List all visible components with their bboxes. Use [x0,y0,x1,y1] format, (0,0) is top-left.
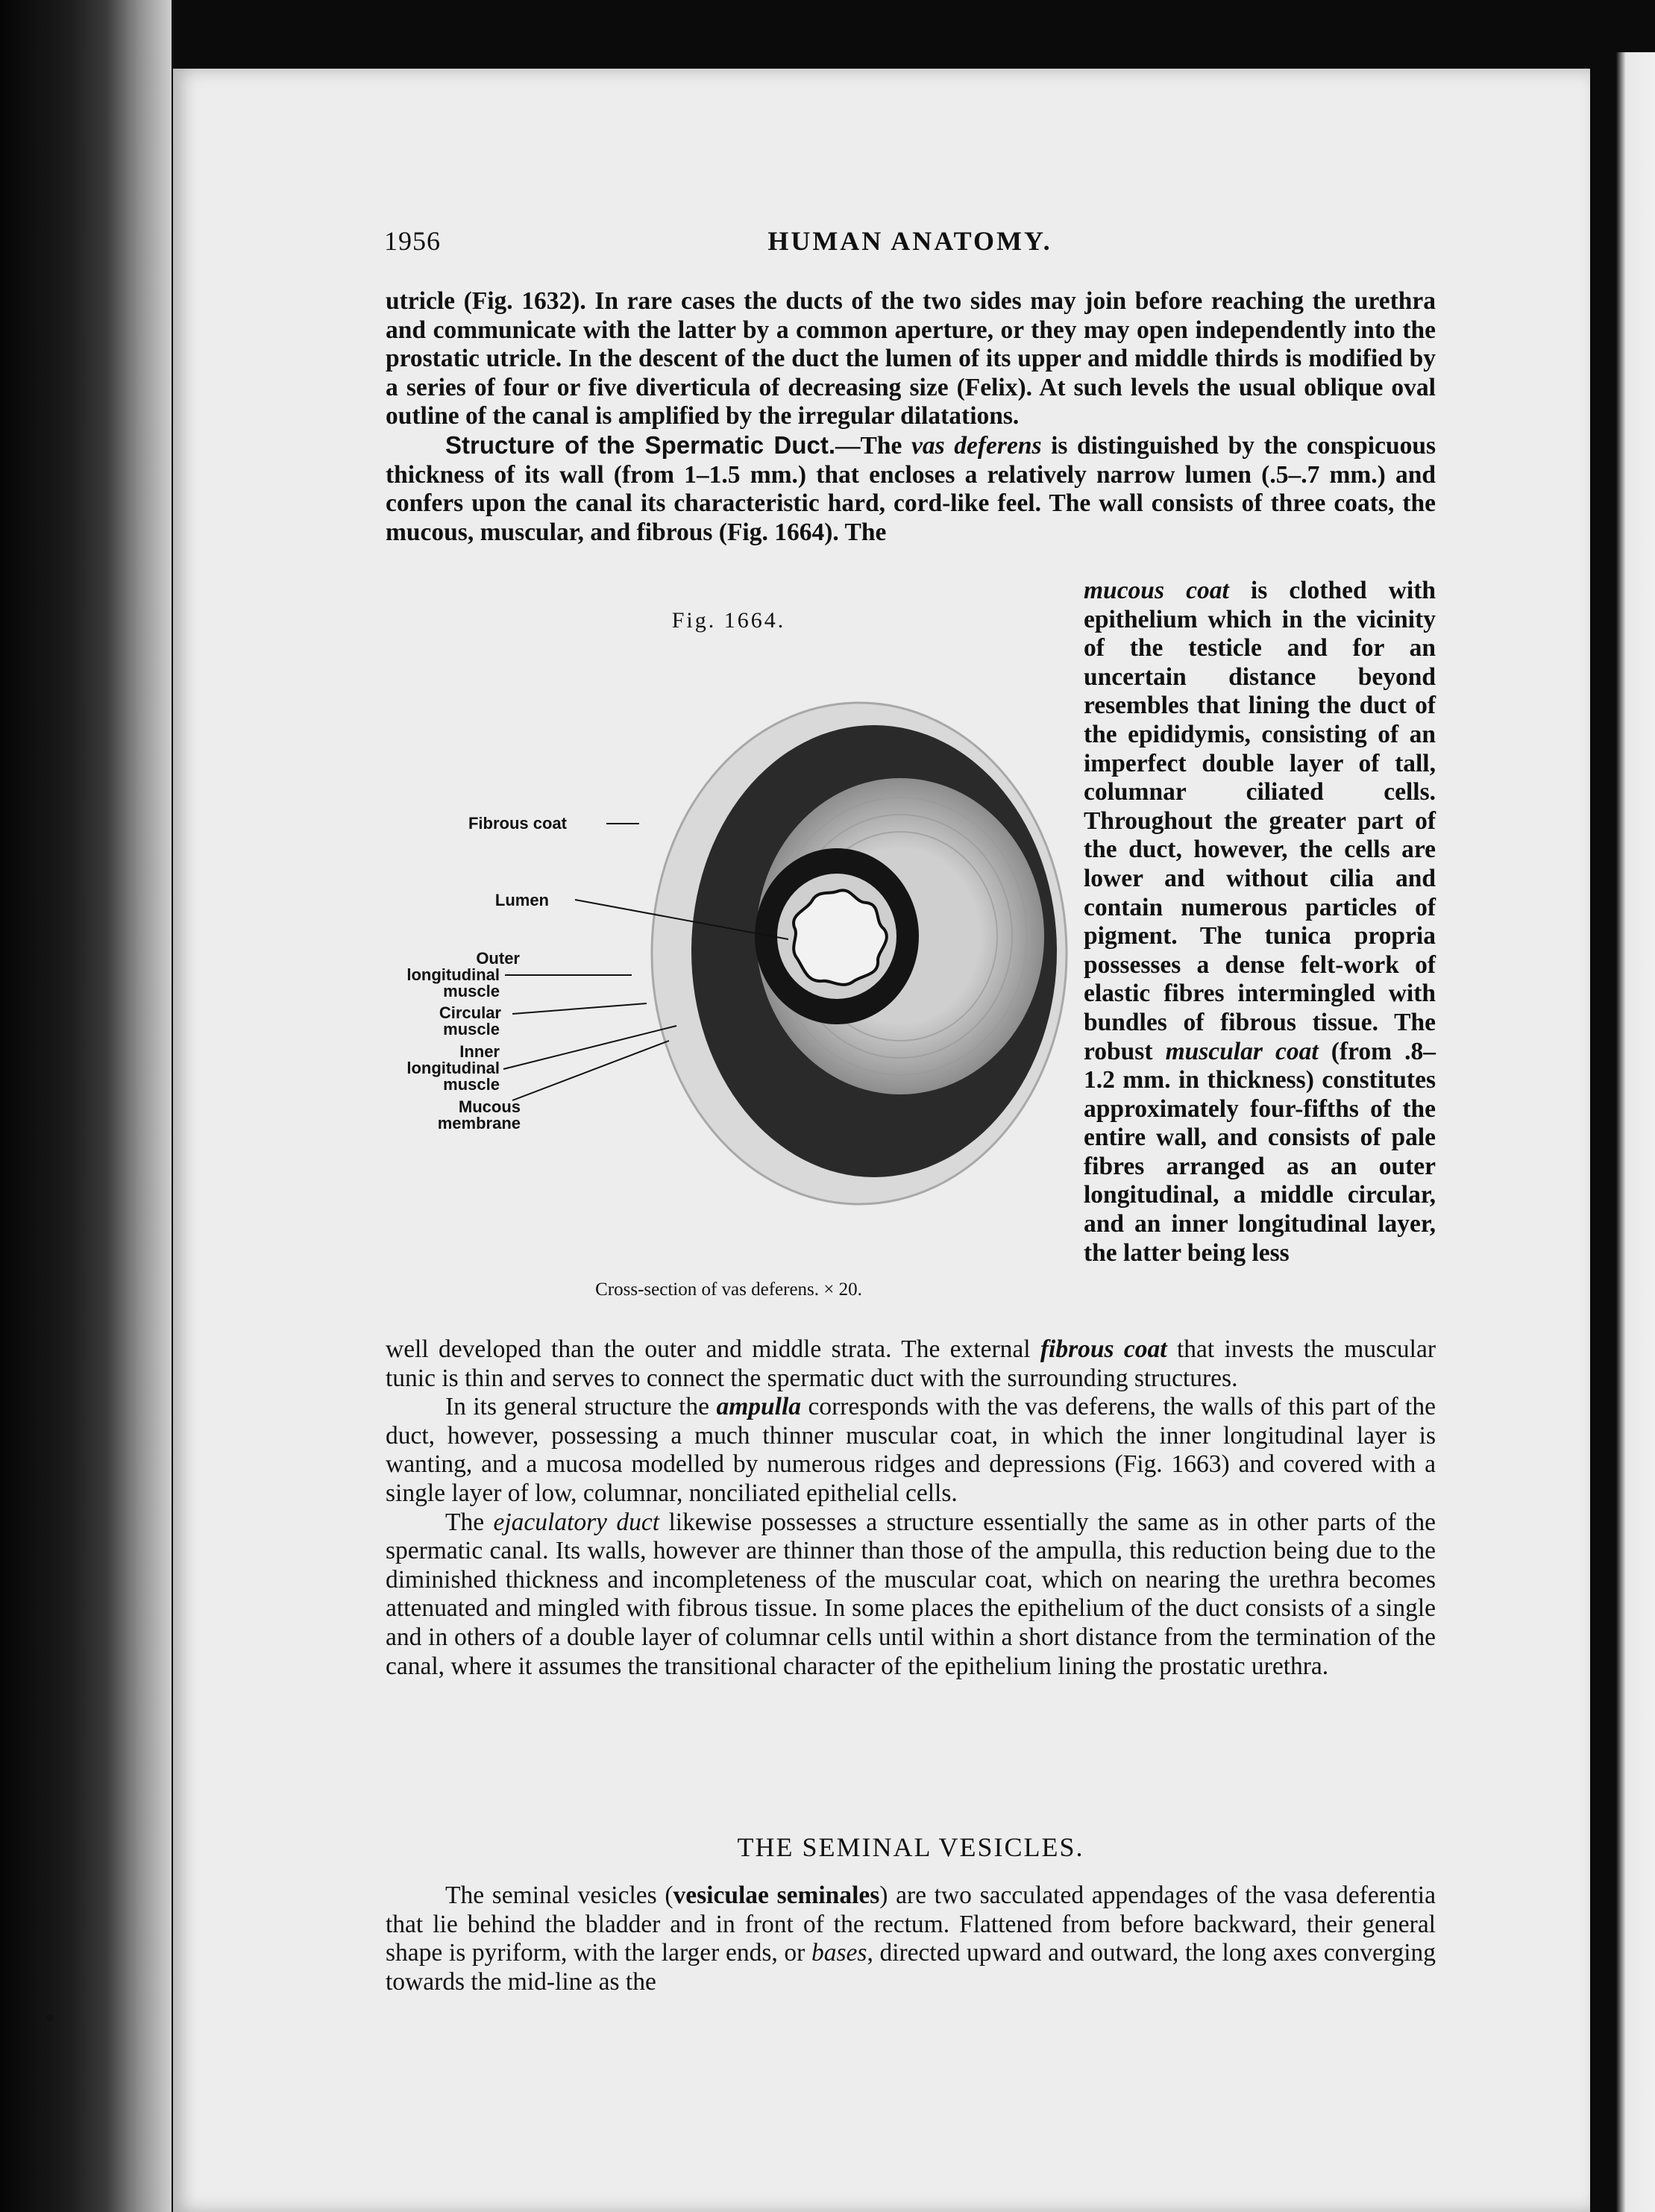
label-lumen: Lumen [494,891,549,909]
paragraph-fibrous-coat [386,1335,1436,1393]
label-outer-longitudinal-2: longitudinal [406,965,500,984]
text-run: ) are two sacculated appendages of the vasa deferentia that lie behind the bladder and in front of the rectum. Flattened from before backward, their general shape is pyriform, with the larger ends, or [386,1882,1436,1967]
label-mucous-1: Mucous [458,1097,521,1116]
side-text-column [1084,577,1436,1268]
paragraph-ampulla [386,1393,1436,1508]
text-run: well developed than the outer and middle strata. The external [386,1335,1040,1363]
lumen [794,890,887,985]
paragraph-seminal-vesicles [386,1882,1436,1996]
label-inner-longitudinal-1: Inner [459,1042,500,1061]
text-run: likewise possesses a structure essentially the same as in other parts of the spermatic canal. Its walls, however are thinner than those of the ampulla, this reduction being due to the diminished thickness and incompleteness of the muscular coat, which on nearing the urethra becomes attenuated and mingled with fibrous tissue. In some places the epithelium of the duct consists of a single and in others of a double layer of columnar cells until within a short distance from the termination of the canal, where it assumes the transitional character of the epithelium lining the prostatic urethra. [386,1508,1436,1680]
paragraph-structure [386,431,1436,547]
term-fibrous-coat: fibrous coat [1040,1335,1167,1363]
paragraph-heading: Structure of the Spermatic Duct. [445,430,836,459]
text-run: —The [835,431,911,460]
label-outer-longitudinal-3: muscle [443,982,500,1000]
text-run: In its general structure the [445,1393,717,1421]
label-circular-2: muscle [443,1020,500,1038]
vas-deferens-cross-section [386,608,1072,1279]
scan-binding-edge [0,0,172,2212]
term-ejaculatory-duct: ejaculatory duct [493,1508,660,1536]
figure-labels [406,814,567,1132]
label-mucous-2: membrane [437,1114,521,1132]
text-run: (from .8–1.2 mm. in thickness) constitutes approximately four-fifths of the entire wall, and consists of pale fibres arranged as an outer longitudinal, a middle circular, and an inner longitudinal layer, the latter being less [1084,1037,1436,1267]
scan-speck [46,2014,54,2022]
section-title: THE SEMINAL VESICLES. [737,1832,1084,1862]
top-text-block [386,287,1436,547]
label-outer-longitudinal-1: Outer [476,949,520,968]
term-vesiculae-seminales: vesiculae seminales [673,1882,880,1909]
label-inner-longitudinal-2: longitudinal [406,1059,500,1077]
label-inner-longitudinal-3: muscle [443,1075,500,1094]
page-number: 1956 [384,226,441,256]
term-mucous-coat: mucous coat [1084,577,1229,604]
text-run: that invests the muscular tunic is thin and serves to connect the spermatic duct with the surrounding structures. [386,1335,1436,1392]
text-run: , directed upward and outward, the long axes converging towards the mid-line as the [386,1939,1436,1996]
figure-label: Fig. 1664. [671,608,786,633]
text-run: The [445,1508,494,1536]
running-title: HUMAN ANATOMY. [767,226,1052,256]
paragraph-utricle: utricle (Fig. 1632). In rare cases the ducts of the two sides may join before reaching the urethra and communicate with the latter by a common aperture, or they may open independently into the prostatic utricle. In the descent of the duct the lumen of its upper and middle thirds is modified by a series of four or five diverticula of decreasing size (Felix). At such levels the usual oblique oval outline of the canal is amplified by the irregular dilatations. [386,287,1436,430]
text-run: The seminal vesicles ( [445,1882,673,1909]
figure-1664 [386,608,1072,1317]
label-circular-1: Circular [439,1003,501,1022]
term-ampulla: ampulla [716,1393,802,1421]
text-run: is distinguished by the conspicuous thickness of its wall (from 1–1.5 mm.) that encloses a relatively narrow lumen (.5–.7 mm.) and confers upon the canal its characteristic hard, cord-like feel. The wall consists of three coats, the mucous, muscular, and fibrous (Fig. 1664). The [386,431,1436,546]
page-header [384,225,1436,260]
figure-caption: Cross-section of vas deferens. × 20. [595,1279,862,1300]
bottom-text-block [386,1335,1436,1681]
text-run: corresponds with the vas deferens, the walls of this part of the duct, however, possessing a much thinner muscular coat, in which the inner longitudinal layer is wanting, and a mucosa modelled by numerous ridges and depressions (Fig. 1663) and covered with a single layer of low, columnar, nonciliated epithelial cells. [386,1393,1436,1507]
paragraph-mucous-coat [1084,577,1436,1268]
paragraph-ejaculatory-duct [386,1508,1436,1682]
label-fibrous-coat: Fibrous coat [468,814,567,833]
term-vas-deferens: vas deferens [911,431,1042,460]
scan-right-edge [1590,52,1655,2212]
term-muscular-coat: muscular coat [1165,1037,1319,1065]
text-run: is clothed with epithelium which in the vicinity of the testicle and for an uncertain distance beyond resembles that lining the duct of the epididymis, consisting of an imperfect double layer of tall, columnar ciliated cells. Throughout the greater part of the duct, however, the cells are lower and without cilia and contain numerous particles of pigment. The tunica propria possesses a dense felt-work of elastic fibres intermingled with bundles of fibrous tissue. The robust [1084,577,1436,1065]
seminal-vesicles-text [386,1882,1436,1996]
term-bases: bases [811,1939,867,1967]
